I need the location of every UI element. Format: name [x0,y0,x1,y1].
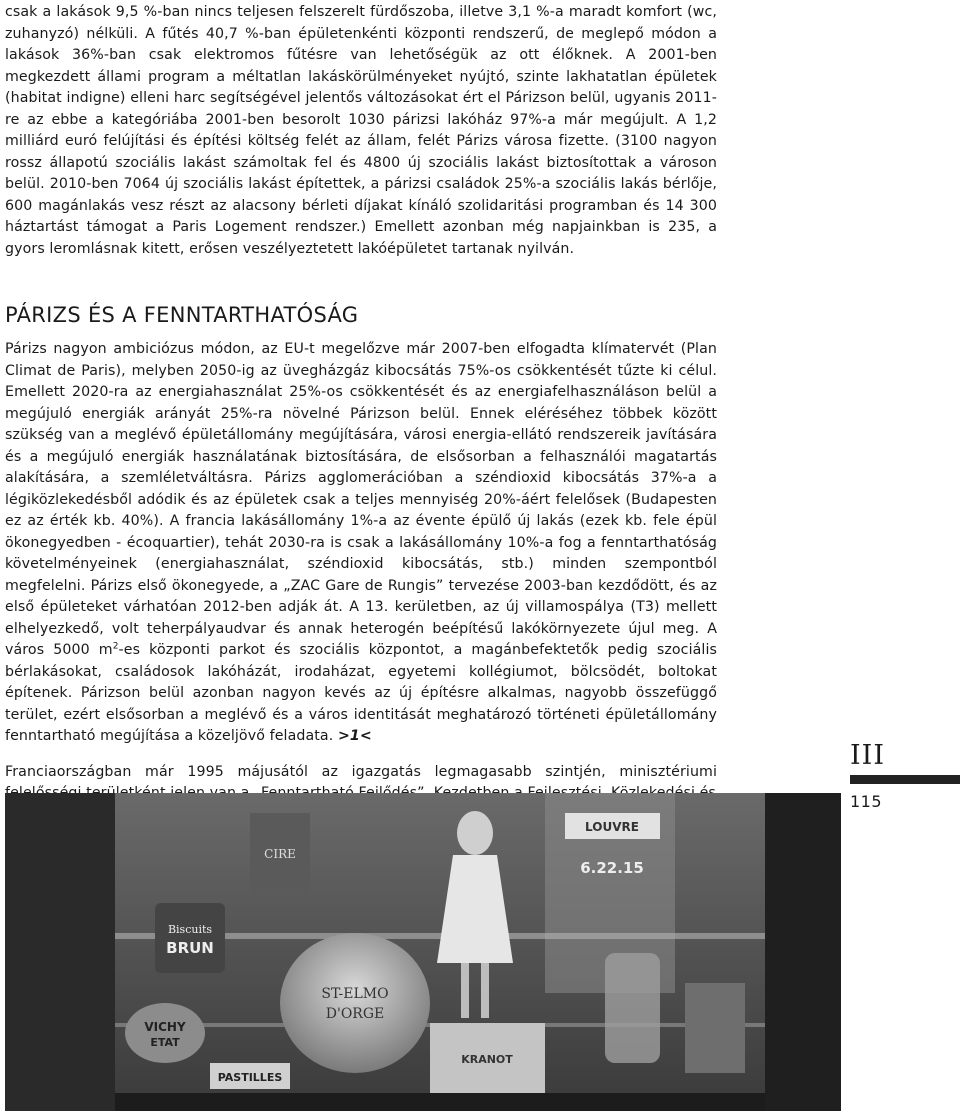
tin-pastilles-label: PASTILLES [217,1071,283,1084]
window-base [115,1093,765,1111]
tin-brun-label: BRUN [166,939,214,957]
section-heading: PÁRIZS ÉS A FENNTARTHATÓSÁG [5,303,359,327]
tin-biscuits [155,903,225,973]
oval-sign-label-1: ST-ELMO [321,986,389,1002]
photo-illustration [5,793,841,1111]
shop-window-photo [5,793,841,1111]
sign-louvre-label: LOUVRE [585,820,639,834]
sign-phone-label: 6.22.15 [580,859,644,877]
paragraph-sustainability-text-a: Párizs nagyon ambiciózus módon, az EU-t megelőzve már 2007-ben elfogadta klímatervét (Plan Climat de Paris), melyben 2050-ig az üvegházgáz kibocsátás 75%-os csökkentését tűzte ki célul. Emellett 2020-ra az energiahasználat 25%-os csökkentését és az energiafelhasználáson belül a megújuló energiák arányát 25%-ra növelné Párizson belül. Ennek eléréséhez többek között szükség van a meglévő épületállomány megújítására, városi energia-ellátó rendszereik javítására és a megújuló energiák használatának biztosítására, de elsősorban a felhasználói magatartás alakítására, a szemléletváltásra. Párizs agglomerációban a széndioxid kibocsátás 37%-a a légiközlekedésből adódik és az épületek csak a teljes mennyiség 20%-áért felelősek (Budapesten ez az érték kb. 40%). A francia lakásállomány 1%-a az évente épülő új lakás (ezek kb. fele épül ökonegyedben - écoquartier), tehát 2030-ra is csak a lakásállomány 10%-a fog a fenntarthatóság követelményeinek (energiahasználat, széndioxid kibocsátás, stb.) minden szempontból megfelelni. Párizs első ökonegyede, a „ZAC Gare de Rungis” tervezése 2003-ban kezdődött, és az első épületeket várhatóan 2012-ben adják át. A 13. kerületben, az új villamospálya (T3) mellett elhelyezkedő, volt teherpályaudvar és annak heterogén beépítésű lakókörnyezete újul meg. A város 5000 m [5,341,717,658]
right-frame [765,793,841,1111]
chapter-bar [850,775,960,784]
page-number: 115 [850,792,883,811]
child-leg-left [461,963,469,1018]
chapter-roman-numeral: III [850,740,885,771]
tin-kranot-label: KRANOT [461,1053,513,1066]
paragraph-sustainability-text-b: -es központi parkot és szociális központot, a magánbefektetők pedig szociális bérlakásokat, családosok lakóházát, irodaházat, egyetemi kollégiumot, bölcsödét, boltokat építenek. Párizson belül azonban nagyon kevés az új építésre alkalmas, nagyobb összefüggő terület, ezért elsősorban a meglévő és a város identitását meghatározó történeti épületállomány fenntartható megújítása a közeljövő feladata. [5,642,717,744]
child-leg-right [481,963,489,1018]
reference-marker: >1< [337,728,372,744]
left-frame [5,793,115,1111]
article-text-column [5,0,717,805]
tin-cire-label: CIRE [264,847,296,861]
chapter-marker [850,741,960,811]
tin-vichy-label: VICHY [144,1020,186,1034]
paragraph-ministry-text: Franciaországban már 1995 májusától az igazgatás legmagasabb szintjén, minisztériumi [5,763,717,780]
paragraph-housing-text: csak a lakások 9,5 %-ban nincs teljesen felszerelt fürdőszoba, illetve 3,1 %-a maradt komfort (wc, zuhanyzó) nélküli. A fűtés 40,7 %-ban épületenkénti központi rendszerű, de meglepő módon a lakások 36%-ban csak elektromos fűtésre van lehetőségük az ott élőknek. A 2001-ben megkezdett állami program a méltatlan lakáskörülményeket nyújtó, szinte lakhatatlan épületek (habitat indigne) elleni harc segítségével jelentős változásokat ért el Párizson belül, ugyanis 2011-re az ebbe a kategóriába 2001-ben besorolt 1030 párizsi lakóház 97%-a már megújult. A 1,2 milliárd euró felújítási és építési költség felét az állam, felét Párizs városa fizette. (3100 nagyon rossz állapotú szociális lakást számoltak fel és 4800 új szociális lakást biztosítottak a városon belül. 2010-ben 7064 új szociális lakást építettek, a párizsi családok 25%-a szociális lakás bérlője, 600 magánlakás vesz részt az alacsony bérleti díjakat kínáló szolidaritási programban és 14 300 háztartást támogat a Paris Logement rendszer.) Emellett azonban még napjainkban is 235, a gyors leromlásnak kitett, erősen veszélyeztetett lakóépületet tartanak nyilván. [5,4,717,257]
box-right [685,983,745,1073]
superscript-2: 2 [112,641,119,652]
oval-sign-label-2: D'ORGE [325,1006,385,1022]
oval-sign [280,933,430,1073]
paragraph-sustainability [5,339,717,748]
child-head [457,811,493,855]
tin-biscuits-label: Biscuits [167,923,213,936]
glass-jar [605,953,660,1063]
paragraph-housing [5,2,717,260]
tin-etat-label: ETAT [150,1036,180,1049]
